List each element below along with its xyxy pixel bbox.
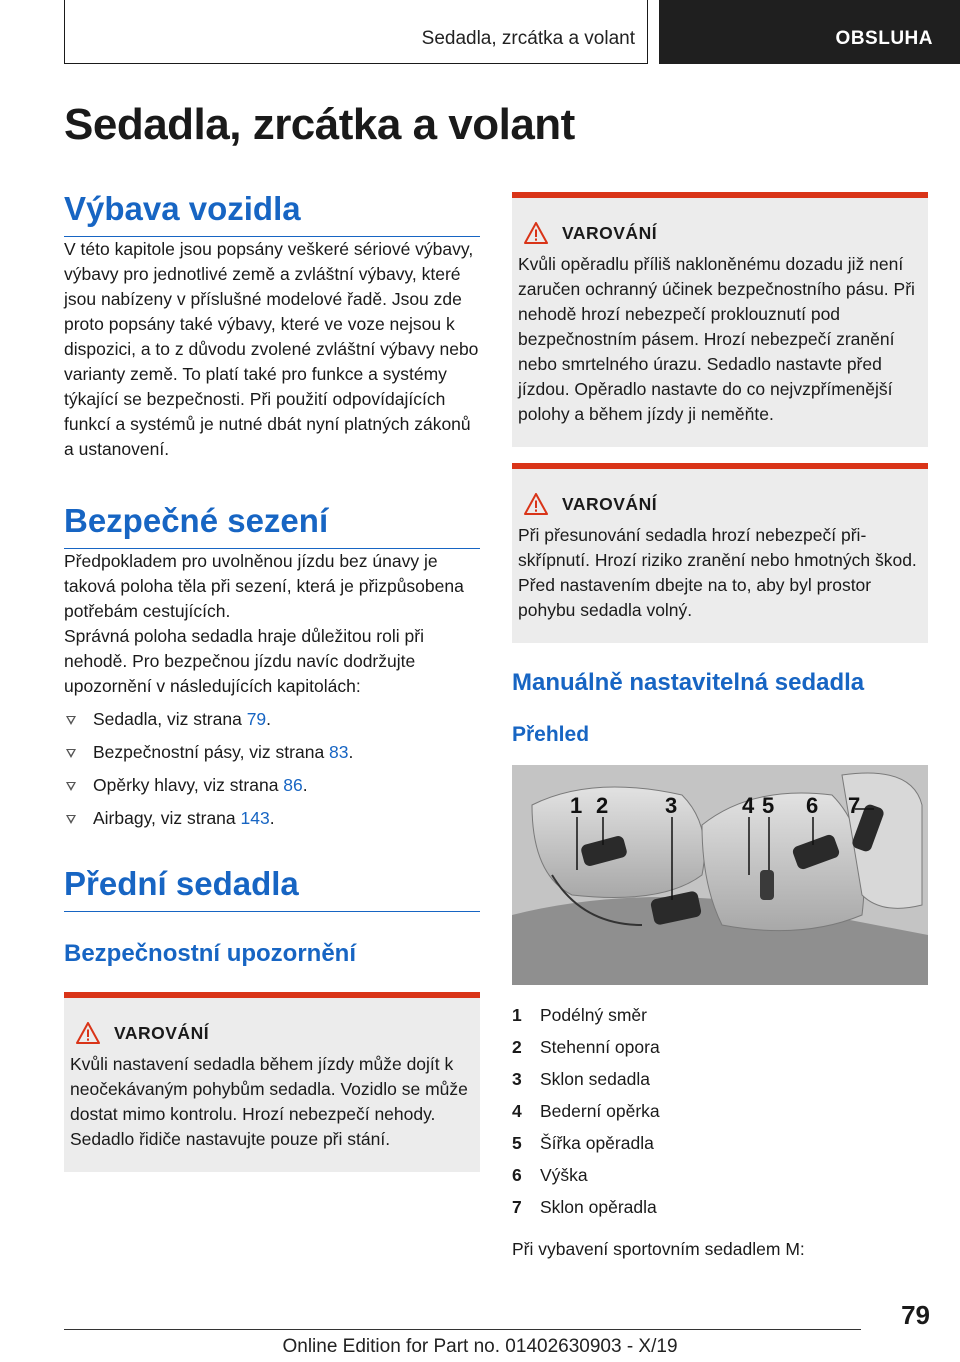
figure-label: 4 [742,793,755,818]
page-link[interactable]: 79 [246,709,267,729]
warning-header [76,1022,474,1044]
section-heading-predni: Přední sedadla [64,865,480,912]
legend-row: 3 Sklon sedadla [512,1069,650,1089]
triangle-bullet-icon [66,716,76,725]
legend-row: 1 Podélný směr [512,1005,647,1025]
list-item: Sedadla, viz strana 79. [64,707,480,732]
page-link[interactable]: 86 [283,775,303,795]
figure-label: 1 [570,793,583,818]
legend-row: 7 Sklon opěradla [512,1197,657,1217]
subheading-prehled: Přehled [512,723,590,746]
section-heading-vybava: Výbava vozidla [64,190,480,237]
page-title: Sedadla, zrcátka a volant [64,100,575,149]
bezpecne-paragraph-1: Předpokladem pro uvolněnou jízdu bez únavy je taková poloha těla při sezení, která je přizpůsobena potřebám cestujících. [64,551,464,621]
legend-row: 4 Bederní opěrka [512,1101,660,1121]
seat-illustration [512,765,928,985]
header-section-box [64,0,648,64]
header-section-title: Sedadla, zrcátka a volant [421,28,635,49]
bezpecne-paragraph-2: Správná poloha sedadla hraje důležitou roli při nehodě. Pro bezpečnou jízdu navíc dodržujte upozornění v následujících kapitolách: [64,626,424,696]
triangle-bullet-icon [66,815,76,824]
warning-title: VAROVÁNÍ [562,222,658,243]
closing-text: Při vybavení sportovním sedadlem M: [512,1239,805,1259]
figure-label: 7 [848,793,861,818]
warning-box [512,463,928,643]
seat-controls-figure [512,765,928,985]
figure-label: 5 [762,793,775,818]
figure-label: 2 [596,793,609,818]
subheading-manual: Manuálně nastavitelná sedadla [512,669,865,696]
warning-box [512,192,928,447]
figure-label: 6 [806,793,819,818]
legend-row: 6 Výška [512,1165,588,1185]
figure-legend [512,999,928,1223]
triangle-bullet-icon [66,782,76,791]
warning-triangle-icon [524,493,548,515]
triangle-bullet-icon [66,749,76,758]
warning-text: Kvůli nastavení sedadla během jízdy může dojít k neočekávaným pohybům sedadla. Vozidlo se může dostat mimo kontrolu. Hrozí nebezpečí nehody. Sedadlo řidiče nastavujte pouze při stání. [70,1054,468,1149]
header-chapter-box [659,0,960,64]
warning-header [524,222,922,244]
warning-triangle-icon [524,222,548,244]
subheading-bezpecnostni: Bezpečnostní upozornění [64,940,357,967]
legend-row: 2 Stehenní opora [512,1037,660,1057]
page-number: 79 [901,1300,930,1330]
warning-title: VAROVÁNÍ [562,493,658,514]
list-item: Opěrky hlavy, viz strana 86. [64,773,480,798]
list-item: Airbagy, viz strana 143. [64,806,480,831]
warning-box [64,992,480,1172]
warning-title: VAROVÁNÍ [114,1022,210,1043]
page-link[interactable]: 143 [240,808,270,828]
vybava-paragraph: V této kapitole jsou popsány veškeré sériové výbavy, výbavy pro jednotlivé země a zvláštní výbavy, které jsou nabízeny v příslušné modelové řadě. Jsou zde proto popsány také výbavy, které ve voze nejsou k dispozici, a to z důvodu zvolené zvláštní výbavy nebo varianty země. To platí také pro funkce a systémy týkající se bezpečnosti. Při použití odpovídajících funkcí a systémů je nutné dbát nyní platných zákonů a ustanovení. [64,239,479,459]
left-column [64,190,480,1172]
header-chapter-title: OBSLUHA [835,28,933,49]
right-column [512,192,928,1262]
warning-text: Kvůli opěradlu příliš nakloněnému dozadu již není zaručen ochranný účinek bezpečnostního pásu. Při nehodě hrozí nebezpečí proklouznutí pod bezpečnostním pásem. Hrozí nebezpečí zranění nebo smrtelného úrazu. Sedadlo nastavte před jízdou. Opěradlo nastavte do co nejvzpřímenější polohy a během jízdy ji neměňte. [518,254,915,424]
figure-label: 3 [665,793,678,818]
reference-list [64,707,480,831]
legend-row: 5 Šířka opěradla [512,1133,654,1153]
list-item: Bezpečnostní pásy, viz strana 83. [64,740,480,765]
footer-divider [64,1329,861,1330]
section-heading-bezpecne: Bezpečné sezení [64,502,480,549]
page-link[interactable]: 83 [329,742,349,762]
warning-text: Při přesunování sedadla hrozí nebezpečí přiskřípnutí. Hrozí riziko zranění nebo hmotných škod. Před nastavením dbejte na to, aby byl prostor pohybu sedadla volný. [518,525,917,620]
warning-header [524,493,922,515]
warning-triangle-icon [76,1022,100,1044]
footer-edition: Online Edition for Part no. 01402630903 - X/19 [282,1336,678,1357]
